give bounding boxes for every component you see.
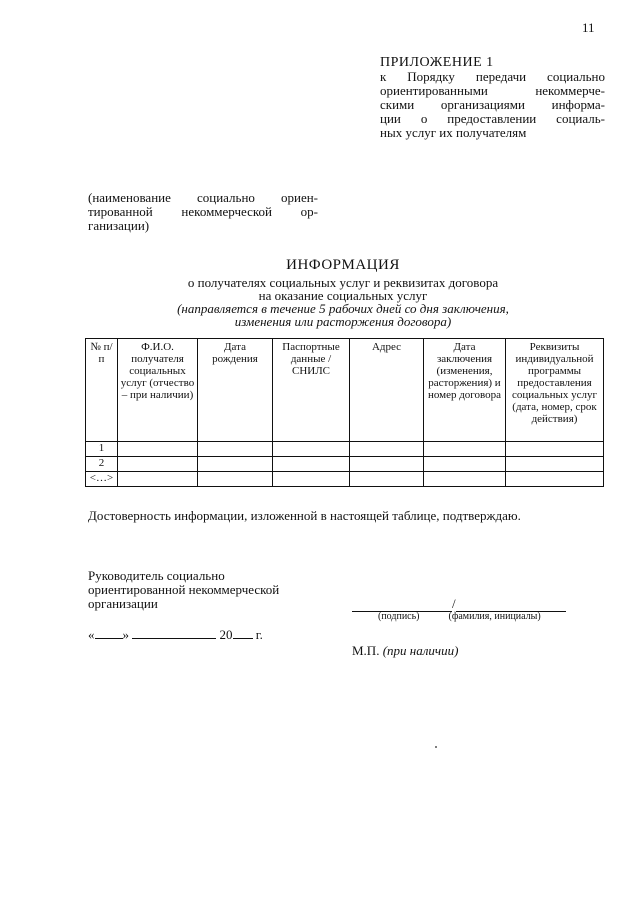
organization-name-placeholder bbox=[88, 191, 318, 233]
stamp-place bbox=[352, 643, 458, 659]
signature-slash: / bbox=[452, 596, 456, 611]
recipients-table bbox=[85, 338, 604, 487]
table-cell[interactable] bbox=[506, 472, 604, 487]
document-subtitle: о получателях социальных услуг и реквизитах договора bbox=[187, 275, 499, 290]
signatory-line: ориентированной некоммерческой bbox=[88, 582, 280, 597]
signature-line bbox=[352, 596, 566, 612]
table-cell[interactable] bbox=[350, 472, 424, 487]
table-header-cell: Дата рождения bbox=[198, 339, 273, 442]
table-cell[interactable] bbox=[118, 442, 198, 457]
table-cell[interactable] bbox=[350, 442, 424, 457]
confirmation-text: Достоверность информации, изложенной в настоящей таблице, подтверждаю. bbox=[88, 508, 521, 523]
date-line bbox=[88, 626, 263, 643]
table-header-cell: Ф.И.О. получателя социальных услуг (отчество – при наличии) bbox=[118, 339, 198, 442]
table-cell[interactable] bbox=[118, 457, 198, 472]
signatory-title bbox=[88, 569, 328, 611]
row-number-cell: 2 bbox=[86, 457, 118, 472]
appendix-line: ции о предоставлении социаль- bbox=[380, 111, 605, 126]
open-quote: « bbox=[88, 627, 95, 642]
table-cell[interactable] bbox=[198, 457, 273, 472]
day-field[interactable] bbox=[95, 626, 123, 639]
table-cell[interactable] bbox=[506, 457, 604, 472]
table-cell[interactable] bbox=[506, 442, 604, 457]
table-header-cell: Паспортные данные / СНИЛС bbox=[273, 339, 350, 442]
table-header-row bbox=[86, 339, 604, 442]
table-cell[interactable] bbox=[198, 472, 273, 487]
scan-speck bbox=[435, 746, 437, 748]
table-cell[interactable] bbox=[273, 442, 350, 457]
table-row bbox=[86, 457, 604, 472]
year-suffix: г. bbox=[255, 627, 263, 642]
row-number-cell: <…> bbox=[86, 472, 118, 487]
table-row bbox=[86, 442, 604, 457]
document-subtitle: на оказание социальных услуг bbox=[258, 288, 428, 303]
document-note: (направляется в течение 5 рабочих дней со дня заключения, bbox=[177, 301, 509, 316]
table-cell[interactable] bbox=[424, 457, 506, 472]
org-line: (наименование социально ориен- bbox=[88, 190, 318, 205]
close-quote: » bbox=[122, 627, 129, 642]
month-field[interactable] bbox=[132, 626, 216, 639]
signatory-line: Руководитель социально bbox=[88, 568, 225, 583]
table-header-cell: Реквизиты индивидуальной программы предоставления социальных услуг (дата, номер, срок действия) bbox=[506, 339, 604, 442]
name-caption: (фамилия, инициалы) bbox=[448, 611, 541, 622]
appendix-line: ных услуг их получателям bbox=[380, 125, 527, 140]
row-number-cell: 1 bbox=[86, 442, 118, 457]
table-cell[interactable] bbox=[273, 472, 350, 487]
document-note: изменения или расторжения договора) bbox=[234, 314, 452, 329]
appendix-title: ПРИЛОЖЕНИЕ 1 bbox=[380, 55, 494, 70]
table-cell[interactable] bbox=[424, 472, 506, 487]
org-line: тированной некоммерческой ор- bbox=[88, 204, 318, 219]
table-row bbox=[86, 472, 604, 487]
signature-captions bbox=[378, 611, 541, 622]
appendix-line: ориентированными некоммерче- bbox=[380, 83, 605, 98]
appendix-line: к Порядку передачи социально bbox=[380, 69, 605, 84]
table-header-cell: Адрес bbox=[350, 339, 424, 442]
table-header-cell: № п/п bbox=[86, 339, 118, 442]
stamp-note: (при наличии) bbox=[382, 643, 459, 658]
year-field[interactable] bbox=[233, 626, 253, 639]
table-cell[interactable] bbox=[198, 442, 273, 457]
year-prefix: 20 bbox=[219, 627, 233, 642]
table-cell[interactable] bbox=[273, 457, 350, 472]
appendix-block bbox=[380, 56, 605, 140]
stamp-label: М.П. bbox=[352, 643, 380, 658]
org-line: ганизации) bbox=[88, 218, 150, 233]
table-cell[interactable] bbox=[424, 442, 506, 457]
table-cell[interactable] bbox=[350, 457, 424, 472]
signature-caption: (подпись) bbox=[378, 611, 420, 622]
page-number: 11 bbox=[582, 20, 595, 35]
appendix-line: скими организациями информа- bbox=[380, 97, 605, 112]
table-cell[interactable] bbox=[118, 472, 198, 487]
table-header-cell: Дата заключения (изменения, расторжения) и номер договора bbox=[424, 339, 506, 442]
document-title: ИНФОРМАЦИЯ bbox=[286, 257, 400, 273]
signatory-line: организации bbox=[88, 596, 158, 611]
